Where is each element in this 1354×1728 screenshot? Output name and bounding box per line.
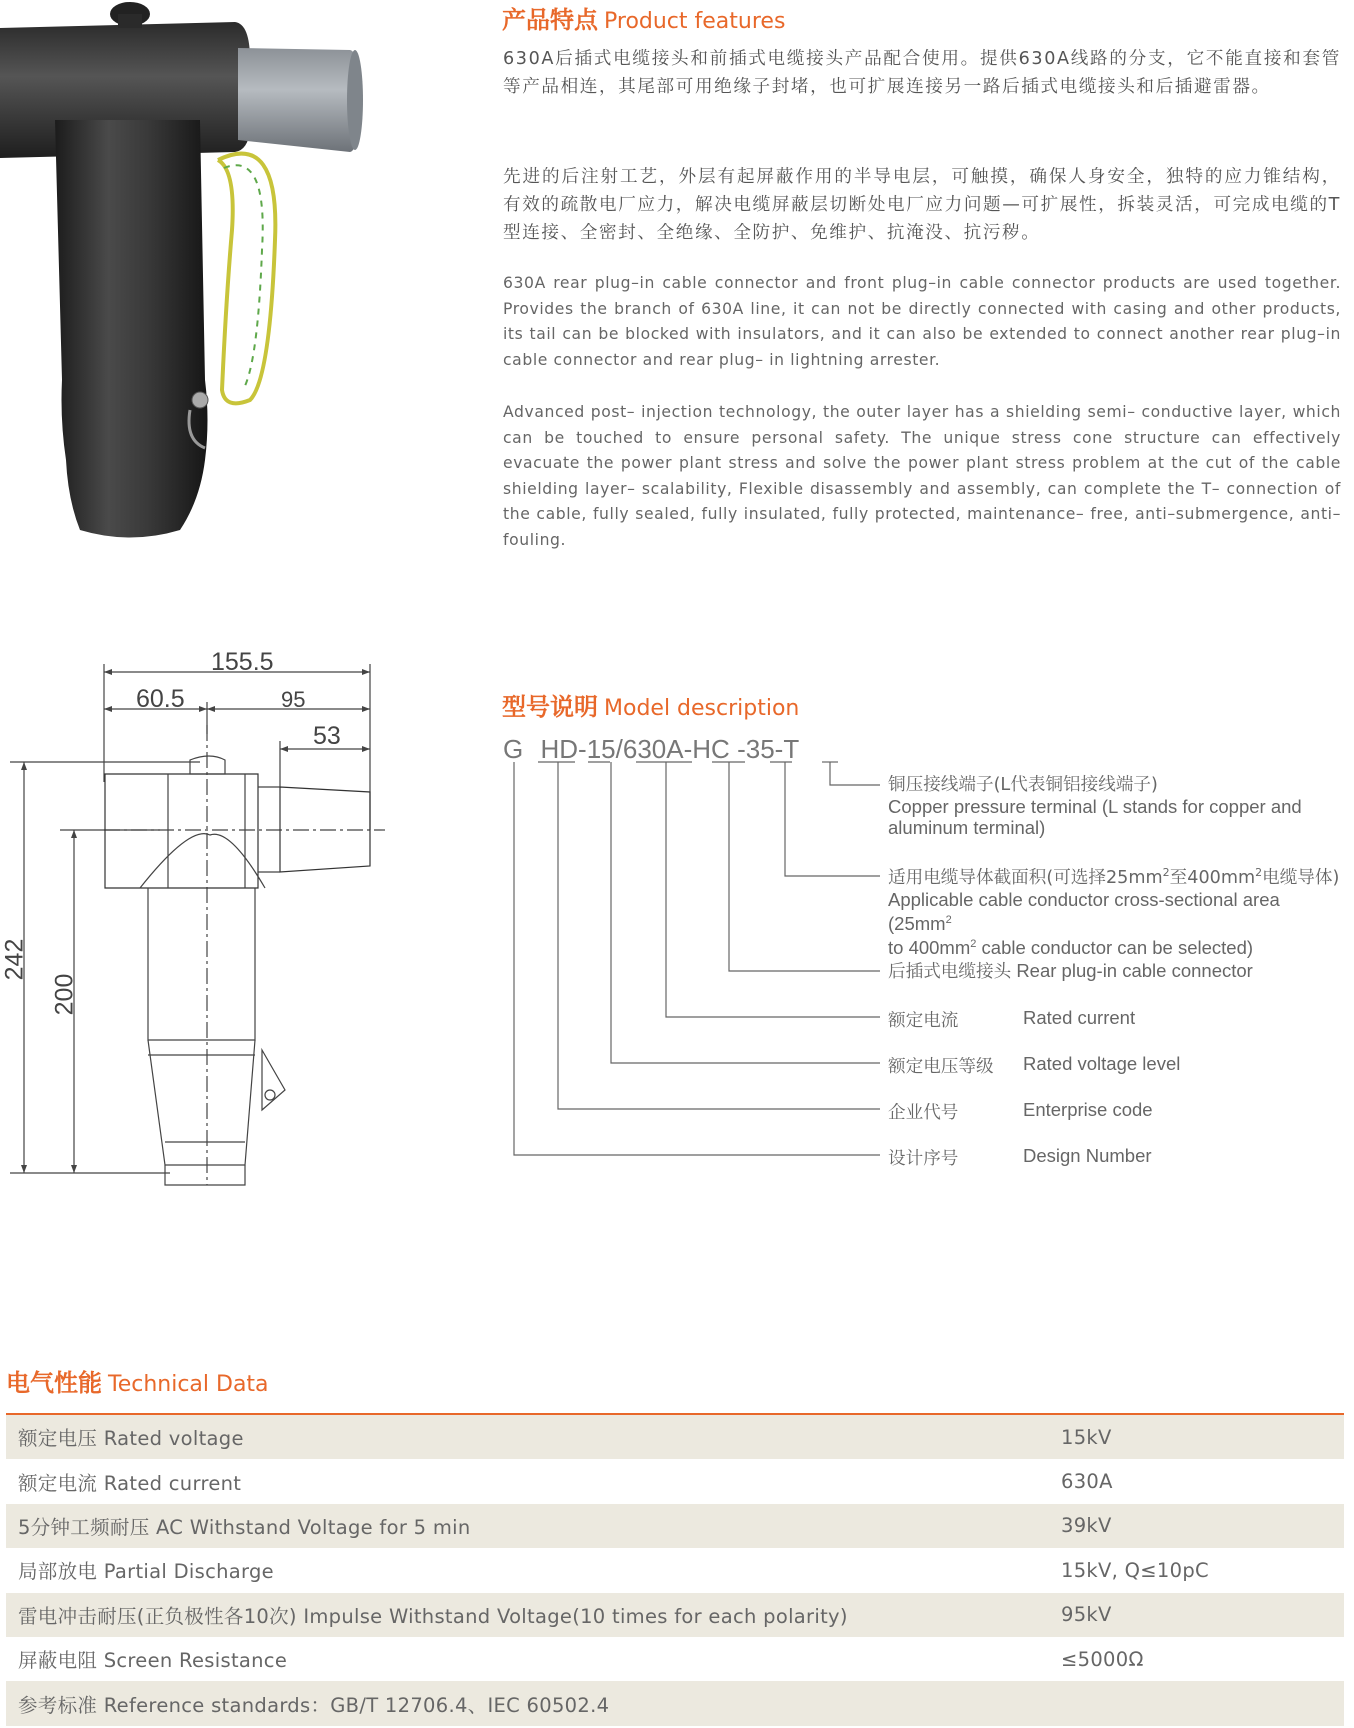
legend-connector-en: Rear plug-in cable connector [1016,960,1253,981]
row-label: 额定电压 Rated voltage [6,1415,1061,1459]
dim-left-width: 60.5 [136,685,185,713]
technical-data-title [6,1363,269,1398]
legend-enterprise-zh: 企业代号 [888,1103,959,1123]
legend-current-zh: 额定电流 [888,1011,959,1031]
row-label: 参考标准 Reference standards：GB/T 12706.4、IEC 60502.4 [6,1681,1061,1725]
row-label: 雷电冲击耐压(正负极性各10次) Impulse Withstand Voltage(10 times for each polarity) [6,1593,1061,1637]
legend-section-zh: 适用电缆导体截面积(可选择$25mm^2$至$400mm^2$电缆导体) [888,866,1340,888]
dim-lower-height: 200 [50,973,79,1016]
features-paragraph-zh-2: 先进的后注射工艺，外层有起屏蔽作用的半导电层，可触摸，确保人身安全，独特的应力锥结构，有效的疏散电厂应力，解决电缆屏蔽层切断处电厂应力问题—可扩展性，拆装灵活，可完成电缆的T型连接、全密封、全绝缘、全防护、免维护、抗淹没、抗污秽。 [503,167,1341,243]
legend-connector-zh: 后插式电缆接头 [888,962,1012,982]
dim-total-width: 155.5 [211,648,274,676]
legend-design-en: Design Number [1023,1145,1152,1166]
legend-voltage-zh: 额定电压等级 [888,1057,994,1077]
table-row [6,1548,1344,1592]
code-part-enterprise: HD [540,734,579,764]
product-features-title [502,0,785,35]
features-paragraph-zh-1: 630A后插式电缆接头和前插式电缆接头产品配合使用。提供630A线路的分支，它不能直接和套管等产品相连，其尾部可用绝缘子封堵，也可扩展连接另一路后插式电缆接头和后插避雷器。 [503,49,1341,97]
table-row [6,1681,1344,1725]
legend-terminal-en: Copper pressure terminal (L stands for copper and aluminum terminal) [888,796,1302,838]
code-part-section: 35 [745,734,775,764]
dim-bushing-width: 53 [313,722,341,750]
code-part-design: G [503,734,524,764]
technical-data-title-en: Technical Data [108,1372,269,1397]
technical-data-title-zh: 电气性能 [6,1369,102,1397]
table-row [6,1593,1344,1637]
table-row [6,1459,1344,1503]
row-value [1061,1681,1344,1725]
row-label: 5分钟工频耐压 AC Withstand Voltage for 5 min [6,1504,1061,1548]
legend-terminal [888,775,1338,838]
code-part-current: 630A [622,734,684,764]
table-row [6,1504,1344,1548]
table-row [6,1415,1344,1459]
code-sep: - [578,734,587,764]
dim-total-height: 242 [0,938,29,981]
product-photo [0,0,380,545]
legend-design-zh: 设计序号 [888,1149,959,1169]
code-part-terminal: T [783,734,800,764]
legend-current-en: Rated current [1023,1007,1136,1028]
model-leader-lines [500,760,900,1160]
row-label: 额定电流 Rated current [6,1459,1061,1503]
row-value: 15kV, Q≤10pC [1061,1548,1344,1592]
row-value: 39kV [1061,1504,1344,1548]
features-paragraph-en-1: 630A rear plug–in cable connector and front plug–in cable connector products are used together. Provides the branch of 630A line, it can not be directly connected with casing and other products, its tail can be blocked with insulators, and it can also be extended to connect another rear plug–in cable connector and rear plug– in lightning arrester. [503,274,1341,369]
code-sep: / [615,734,623,764]
legend-section [888,862,1348,958]
product-features-title-zh: 产品特点 [502,6,598,34]
legend-enterprise-en: Enterprise code [1023,1099,1153,1120]
row-value: 95kV [1061,1593,1344,1637]
model-description-title [502,687,799,722]
row-value: ≤5000Ω [1061,1637,1344,1681]
row-value: 15kV [1061,1415,1344,1459]
row-label: 局部放电 Partial Discharge [6,1548,1061,1592]
product-features-title-en: Product features [604,9,786,34]
code-part-voltage: 15 [586,734,616,764]
code-sep: - [774,734,784,764]
code-part-connector: HC [692,734,730,764]
code-sep: - [737,734,746,764]
legend-connector [888,960,1253,983]
technical-data-table [6,1415,1344,1726]
row-label: 屏蔽电阻 Screen Resistance [6,1637,1061,1681]
row-value: 630A [1061,1459,1344,1503]
model-description-title-en: Model description [604,696,800,721]
code-sep: - [683,734,693,764]
dim-right-width: 95 [281,687,306,712]
legend-voltage-en: Rated voltage level [1023,1053,1181,1074]
legend-terminal-zh: 铜压接线端子(L代表铜铝接线端子) [888,775,1158,795]
legend-section-en: Applicable cable conductor cross-sectional area ($25mm^2$ to $400mm^2$ cable conductor can be selected) [888,888,1280,959]
features-paragraph-en-2: Advanced post– injection technology, the outer layer has a shielding semi– conductive layer, which can be touched to ensure personal safety. The unique stress cone structure can effectively evacuate the power plant stress and solve the power plant stress problem at the cut of the cable shielding layer– scalability, Flexible disassembly and assembly, can complete the T– connection of the cable, fully sealed, fully insulated, fully protected, maintenance– free, anti–submergence, anti– fouling. [503,403,1341,549]
model-description-title-zh: 型号说明 [502,693,598,721]
table-row [6,1637,1344,1681]
